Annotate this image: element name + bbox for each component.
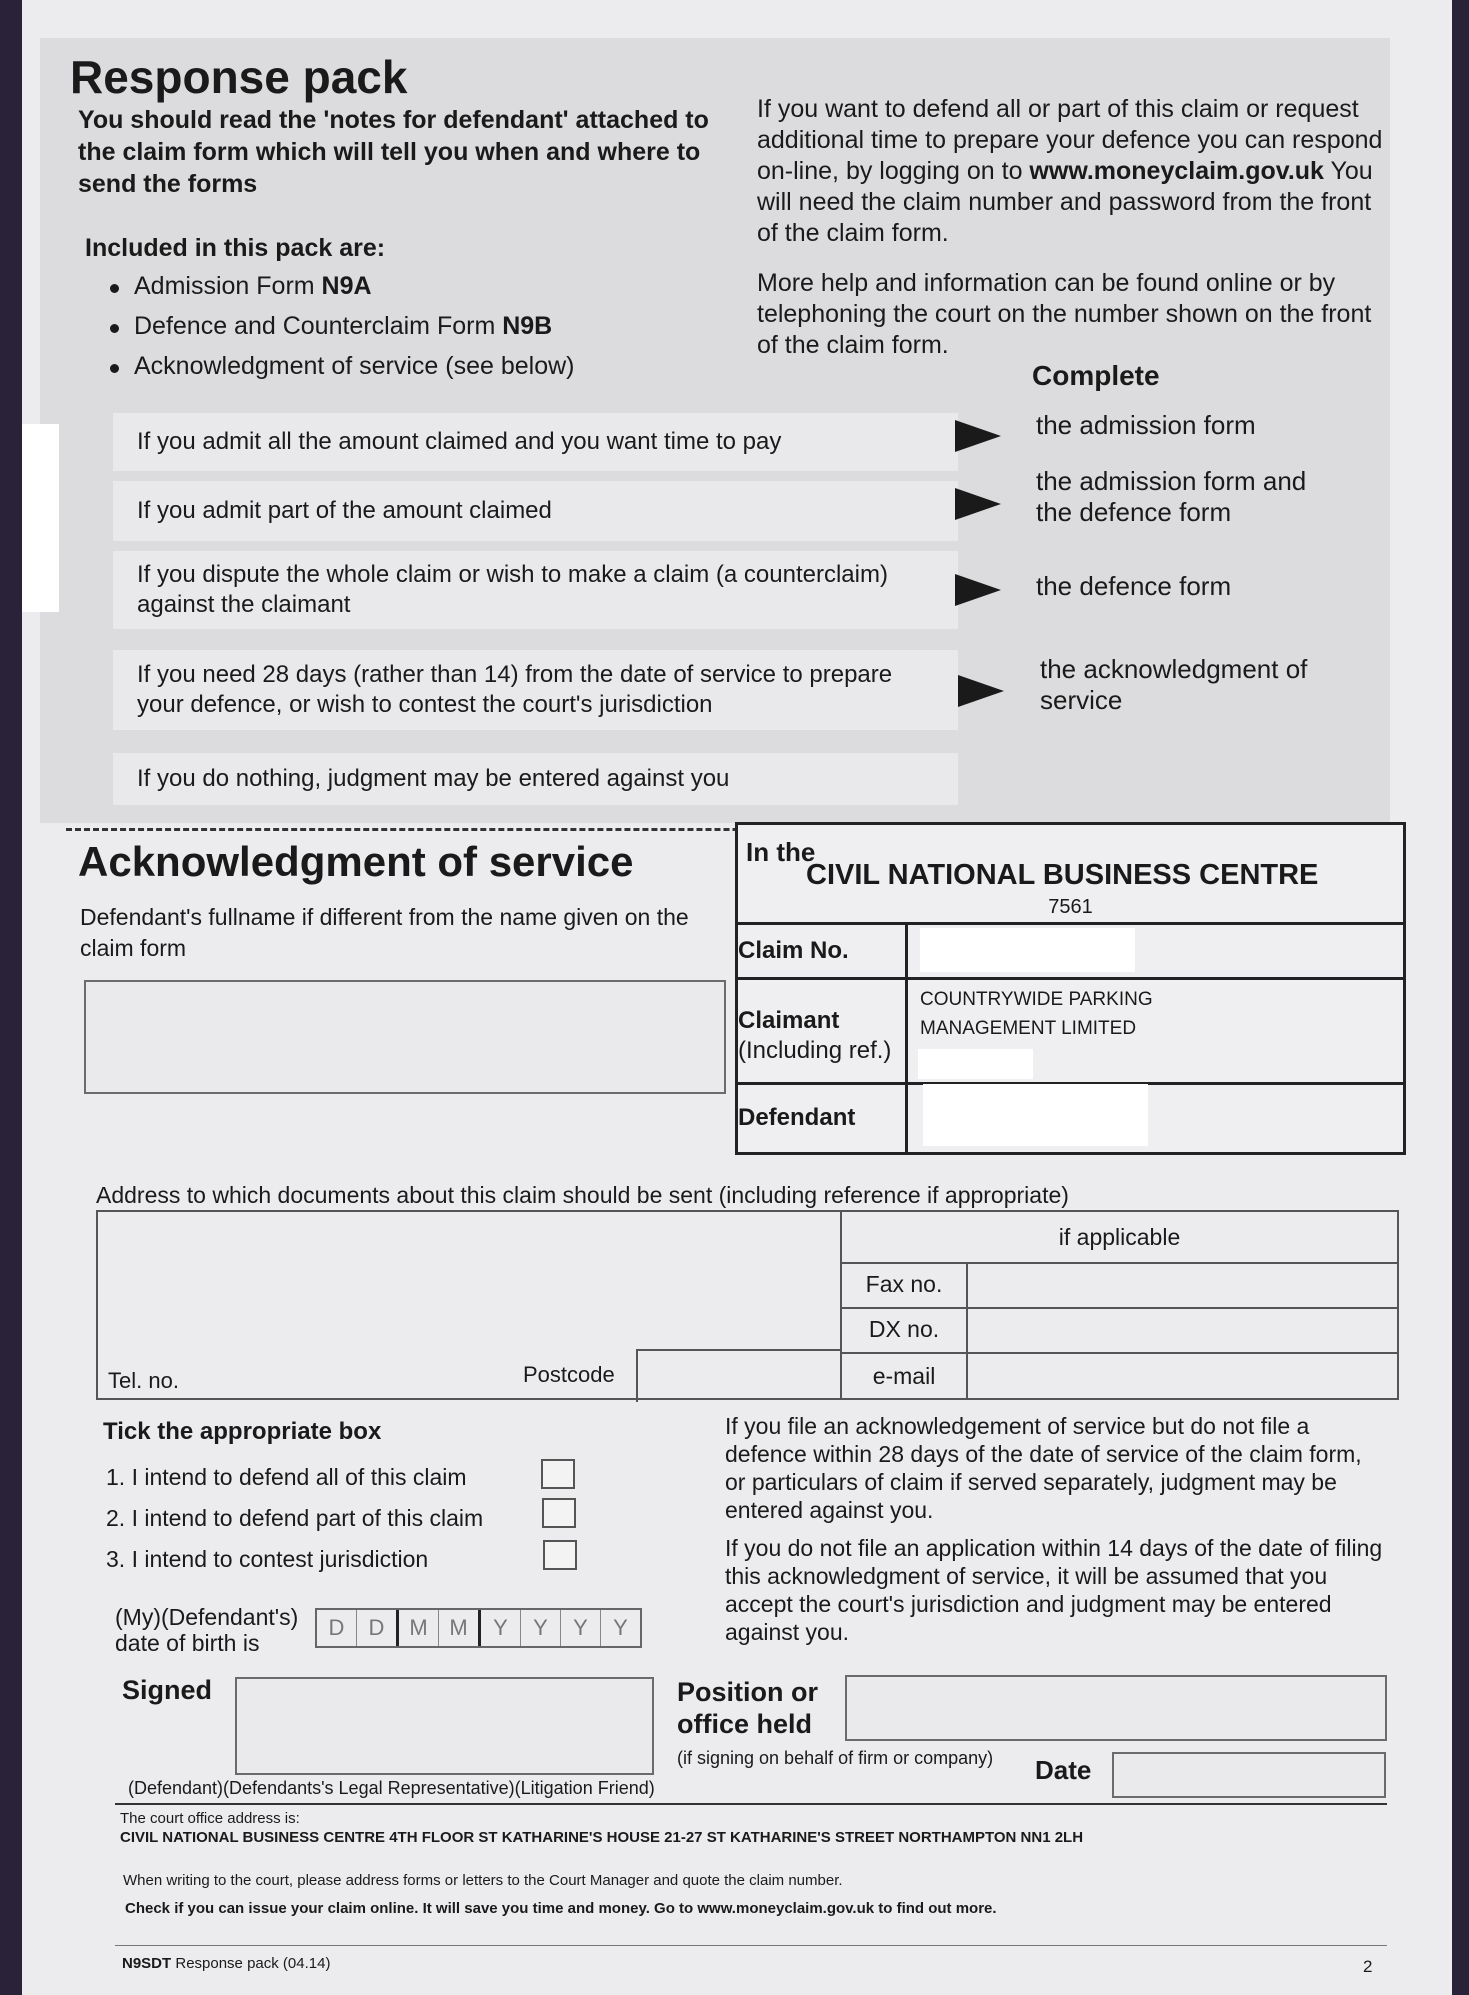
dob-digit: D [317, 1610, 357, 1646]
tel-label: Tel. no. [108, 1368, 179, 1393]
position-field[interactable] [845, 1675, 1387, 1741]
tick-options [106, 1457, 483, 1580]
position-note: (if signing on behalf of firm or company) [677, 1748, 994, 1768]
tick-option-label: 3. I intend to contest jurisdiction [106, 1546, 429, 1572]
acknowledgment-title: Acknowledgment of service [78, 838, 634, 885]
claimant-value: COUNTRYWIDE PARKING MANAGEMENT LIMITED [920, 989, 1153, 1039]
list-item: Acknowledgment of service (see below) [110, 352, 574, 392]
arrow-right-icon [955, 488, 1001, 520]
defend-part-checkbox[interactable] [542, 1498, 576, 1528]
warning-text: If you file an acknowledgement of service but do not file a defence within 28 days of the date of service of the claim form, or particulars of claim if served separately, judgment may be entered against you. If you do not file an application within 14 days of the date of filing this acknowledgment of service, it will be assumed that you accept the court's jurisdiction and judgment may be entered against you. [725, 1413, 1383, 1645]
online-text-body: If you want to defend all or part of this claim or request additional time to prepare your defence you can respond on-line, by logging on to [757, 95, 1383, 185]
page-number: 2 [1363, 1957, 1373, 1976]
dob-digit: Y [521, 1610, 561, 1646]
contest-jurisdiction-checkbox[interactable] [543, 1540, 577, 1570]
date-field[interactable] [1112, 1752, 1386, 1798]
form-reference: N9SDT Response pack (04.14) [122, 1955, 331, 1972]
option-action: the acknowledgment of service [1040, 654, 1308, 715]
option-action: the admission form [1036, 410, 1256, 440]
defend-all-checkbox[interactable] [541, 1459, 575, 1489]
if-applicable-label: if applicable [842, 1212, 1397, 1264]
court-details-table [735, 822, 1406, 1155]
fullname-field[interactable] [84, 980, 726, 1094]
postcode-field[interactable] [636, 1349, 840, 1402]
dob-digit: Y [561, 1610, 601, 1646]
court-header [738, 825, 1403, 925]
writing-note: When writing to the court, please address forms or letters to the Court Manager and quote the claim number. [123, 1872, 843, 1889]
defendant-row [738, 1082, 1403, 1152]
intro-text: You should read the 'notes for defendant' attached to the claim form which will tell you when and where to send the forms [78, 106, 709, 198]
claim-no-field[interactable] [920, 928, 1135, 972]
in-the-label: In the [746, 837, 816, 867]
fax-row[interactable]: Fax no. [842, 1262, 1397, 1309]
online-note: Check if you can issue your claim online. It will save you time and money. Go to www.moneyclaim.gov.uk to find out more. [125, 1900, 997, 1917]
help-text: More help and information can be found online or by telephoning the court on the number shown on the front of the claim form. [757, 269, 1372, 359]
dob-digit: M [439, 1610, 481, 1646]
defendant-label: Defendant [738, 1104, 856, 1131]
court-code: 7561 [1048, 896, 1093, 918]
list-item: Admission Form N9A [110, 272, 574, 312]
address-label: Address to which documents about this claim should be sent (including reference if appropriate) [96, 1182, 1069, 1208]
court-address-label: The court office address is: [120, 1810, 300, 1827]
tick-option-label: 2. I intend to defend part of this claim [106, 1505, 484, 1531]
claim-no-label: Claim No. [738, 937, 849, 964]
signature-field[interactable] [235, 1677, 654, 1775]
fullname-label: Defendant's fullname if different from the name given on the claim form [80, 904, 689, 961]
postcode-label: Postcode [523, 1362, 615, 1387]
online-text-body-2: You will need the claim number and password from the front of the claim form. [757, 157, 1373, 247]
dob-digit: M [399, 1610, 439, 1646]
dob-digit: Y [481, 1610, 521, 1646]
dob-label: (My)(Defendant's) date of birth is [115, 1604, 299, 1656]
option-row: If you dispute the whole claim or wish to make a claim (a counterclaim) against the claimant [113, 551, 958, 629]
moneyclaim-link[interactable]: www.moneyclaim.gov.uk [1029, 157, 1324, 185]
option-row: If you admit part of the amount claimed [113, 481, 958, 541]
court-address: CIVIL NATIONAL BUSINESS CENTRE 4TH FLOOR ST KATHARINE'S HOUSE 21-27 ST KATHARINE'S STREET NORTHAMPTON NN1 2LH [120, 1829, 1084, 1846]
option-action: the defence form [1036, 571, 1232, 601]
dx-row[interactable]: DX no. [842, 1307, 1397, 1354]
pack-contents-list [110, 272, 574, 392]
claim-no-row [738, 922, 1403, 980]
dob-digit: D [357, 1610, 399, 1646]
option-row: If you do nothing, judgment may be entered against you [113, 753, 958, 805]
arrow-right-icon [955, 574, 1001, 606]
defendant-field[interactable] [923, 1084, 1148, 1146]
option-action: the admission form and the defence form [1036, 466, 1307, 527]
option-row: If you need 28 days (rather than 14) from the date of service to prepare your defence, or wish to contest the court's jurisdiction [113, 650, 958, 730]
address-box [96, 1210, 1399, 1400]
arrow-right-icon [958, 675, 1004, 707]
position-label: Position or office held [677, 1677, 818, 1739]
court-name: CIVIL NATIONAL BUSINESS CENTRE [806, 859, 1319, 891]
email-row[interactable]: e-mail [842, 1352, 1397, 1400]
tick-heading: Tick the appropriate box [103, 1418, 382, 1445]
complete-heading: Complete [1032, 360, 1160, 391]
signed-label: Signed [122, 1675, 213, 1705]
redaction-block [22, 424, 59, 612]
tick-option-label: 1. I intend to defend all of this claim [106, 1464, 467, 1490]
arrow-right-icon [955, 420, 1001, 452]
claimant-ref-field[interactable] [918, 1049, 1033, 1079]
address-field[interactable] [98, 1212, 840, 1352]
online-text [757, 94, 1397, 249]
list-item: Defence and Counterclaim Form N9B [110, 312, 574, 352]
claimant-ref-label: (Including ref.) [738, 1037, 892, 1064]
divider [115, 1803, 1387, 1805]
dob-digit: Y [613, 1615, 628, 1640]
option-row: If you admit all the amount claimed and you want time to pay [113, 413, 958, 471]
date-label: Date [1035, 1755, 1092, 1785]
dob-field[interactable] [315, 1608, 642, 1648]
included-label: Included in this pack are: [85, 234, 386, 262]
page-title: Response pack [70, 51, 408, 103]
signer-note: (Defendant)(Defendants's Legal Representative)(Litigation Friend) [128, 1778, 655, 1798]
claimant-label: Claimant [738, 1007, 840, 1034]
claimant-row [738, 977, 1403, 1085]
divider [115, 1945, 1387, 1946]
